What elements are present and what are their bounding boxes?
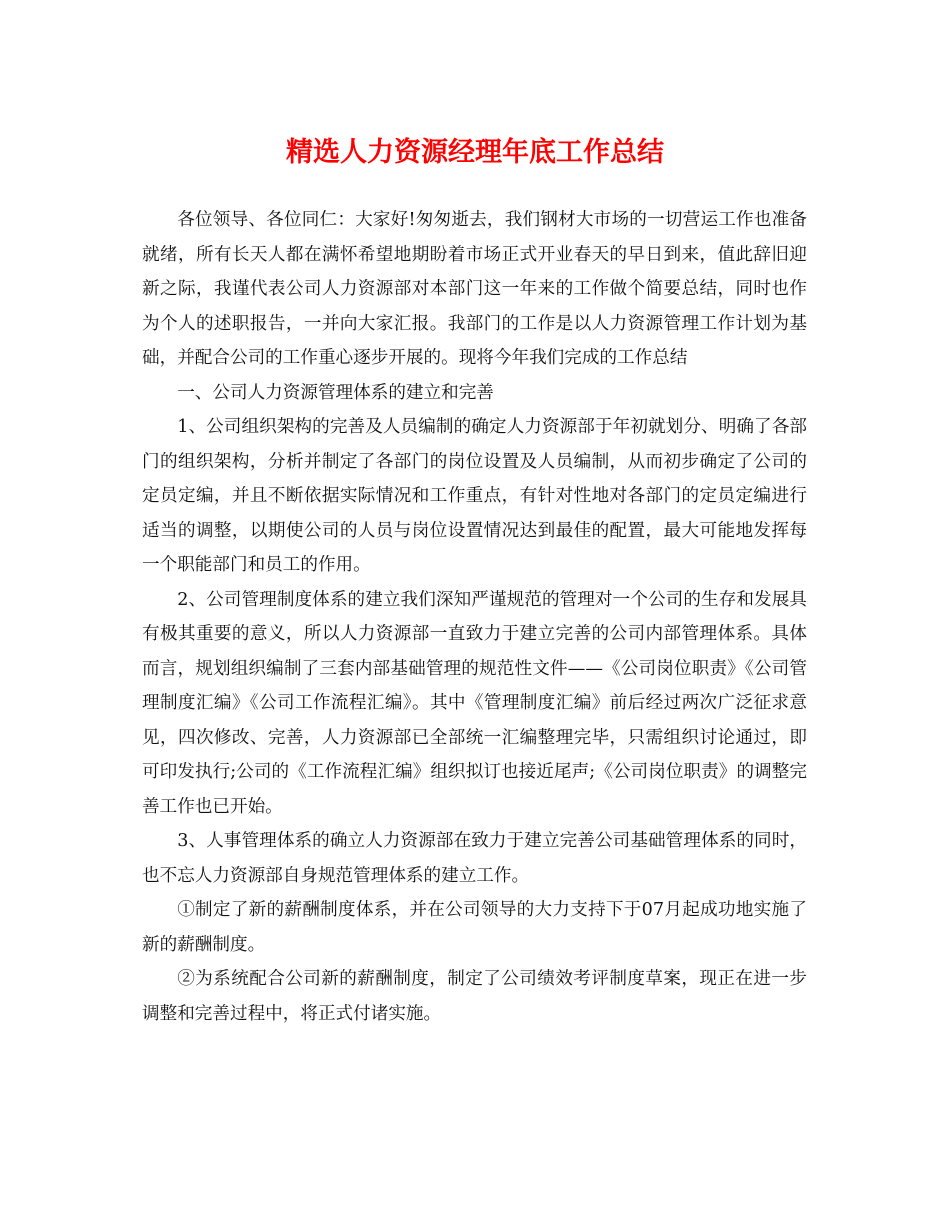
document-title: 精选人力资源经理年底工作总结 xyxy=(286,137,664,168)
paragraph-personnel-system: 3、人事管理体系的确立人力资源部在致力于建立完善公司基础管理体系的同时，也不忘人力资源部自身规范管理体系的建立工作。 xyxy=(142,831,807,886)
paragraph-org-structure: 1、公司组织架构的完善及人员编制的确定人力资源部于年初就划分、明确了各部门的组织架构，分析并制定了各部门的岗位设置及人员编制，从而初步确定了公司的定员定编，并且不断依据实际情况和工作重点，有针对性地对各部门的定员定编进行适当的调整，以期使公司的人员与岗位设置情况达到最佳的配置，最大可能地发挥每一个职能部门和员工的作用。 xyxy=(142,417,807,575)
paragraph-management-system: 2、公司管理制度体系的建立我们深知严谨规范的管理对一个公司的生存和发展具有极其重要的意义，所以人力资源部一直致力于建立完善的公司内部管理体系。具体而言，规划组织编制了三套内部基础管理的规范性文件——《公司岗位职责》《公司管理制度汇编》《公司工作流程汇编》。其中《管理制度汇编》前后经过两次广泛征求意见，四次修改、完善，人力资源部已全部统一汇编整理完毕，只需组织讨论通过，即可印发执行;公司的《工作流程汇编》组织拟订也接近尾声;《公司岗位职责》的调整完善工作也已开始。 xyxy=(142,589,807,817)
paragraph-salary-system: ①制定了新的薪酬制度体系，并在公司领导的大力支持下于07月起成功地实施了新的薪酬制度。 xyxy=(142,900,807,955)
paragraph-performance-system: ②为系统配合公司新的薪酬制度，制定了公司绩效考评制度草案，现正在进一步调整和完善过程中，将正式付诸实施。 xyxy=(142,969,807,1024)
section-heading-1: 一、公司人力资源管理体系的建立和完善 xyxy=(177,382,494,403)
document-body xyxy=(142,203,807,1031)
paragraph-intro: 各位领导、各位同仁：大家好!匆匆逝去，我们钢材大市场的一切营运工作也准备就绪，所有长天人都在满怀希望地期盼着市场正式开业春天的早日到来，值此辞旧迎新之际，我谨代表公司人力资源部对本部门这一年来的工作做个简要总结，同时也作为个人的述职报告，一并向大家汇报。我部门的工作是以人力资源管理工作计划为基础，并配合公司的工作重心逐步开展的。现将今年我们完成的工作总结 xyxy=(142,210,807,368)
